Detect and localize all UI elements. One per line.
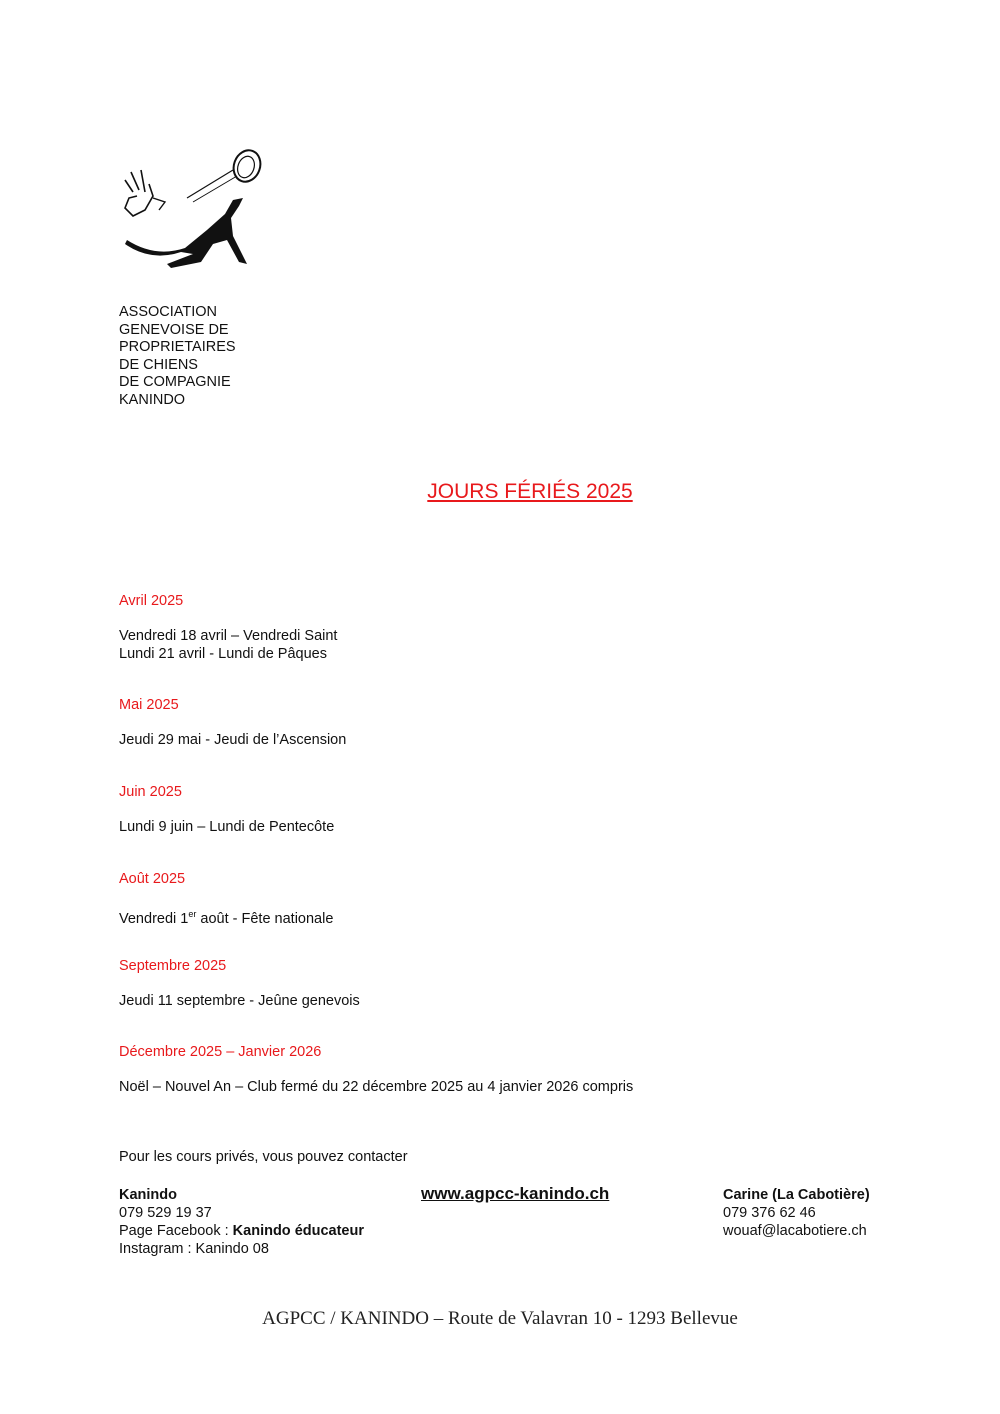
facebook-label: Page Facebook :: [119, 1223, 233, 1239]
holiday-entry: Jeudi 29 mai - Jeudi de l’Ascension: [119, 732, 347, 748]
association-line: PROPRIETAIRES: [119, 339, 236, 355]
dog-frisbee-logo: [115, 140, 275, 275]
holiday-entry-superscript: er: [188, 909, 197, 919]
section-septembre: [119, 957, 360, 1010]
section-decembre: [119, 1043, 633, 1096]
holiday-entry: Jeudi 11 septembre - Jeûne genevois: [119, 993, 360, 1009]
holiday-entry: [119, 905, 333, 928]
section-juin: [119, 783, 334, 836]
contact-email[interactable]: wouaf@lacabotiere.ch: [723, 1223, 867, 1239]
association-name: [119, 304, 236, 409]
month-heading: Mai 2025: [119, 697, 179, 713]
month-heading: Septembre 2025: [119, 958, 227, 974]
facebook-link[interactable]: Kanindo éducateur: [232, 1223, 364, 1239]
holiday-entry: Lundi 21 avril - Lundi de Pâques: [119, 646, 327, 662]
association-line: DE COMPAGNIE: [119, 374, 231, 390]
association-line: GENEVOISE DE: [119, 321, 229, 338]
holiday-entry: Noël – Nouvel An – Club fermé du 22 décembre 2025 au 4 janvier 2026 compris: [119, 1079, 634, 1095]
footer-address: AGPCC / KANINDO – Route de Valavran 10 - 1293 Bellevue: [262, 1308, 738, 1329]
contact-phone: 079 529 19 37: [119, 1205, 212, 1221]
month-heading: Août 2025: [119, 871, 186, 887]
section-aout: [119, 870, 333, 928]
website-link[interactable]: www.agpcc-kanindo.ch: [421, 1184, 610, 1203]
section-mai: [119, 696, 346, 749]
contact-name: Carine (La Cabotière): [723, 1187, 870, 1203]
association-line: DE CHIENS: [119, 356, 198, 373]
association-line: KANINDO: [119, 391, 186, 408]
holiday-entry-prefix: Vendredi 1: [119, 910, 189, 927]
holiday-entry: Lundi 9 juin – Lundi de Pentecôte: [119, 819, 335, 835]
association-line: ASSOCIATION: [119, 304, 218, 320]
contact-intro: Pour les cours privés, vous pouvez contacter: [119, 1149, 408, 1165]
contact-instagram: Instagram : Kanindo 08: [119, 1241, 269, 1257]
page-title: JOURS FÉRIÉS 2025: [427, 480, 633, 503]
contact-carine: [723, 1186, 870, 1240]
contact-name: Kanindo: [119, 1187, 177, 1203]
month-heading: Décembre 2025 – Janvier 2026: [119, 1044, 322, 1060]
contact-kanindo: [119, 1186, 364, 1258]
section-avril: [119, 592, 337, 663]
month-heading: Avril 2025: [119, 593, 184, 609]
contact-facebook: [119, 1222, 364, 1240]
holiday-entry-suffix: août - Fête nationale: [196, 910, 334, 927]
month-heading: Juin 2025: [119, 784, 182, 800]
contact-phone: 079 376 62 46: [723, 1205, 816, 1221]
holiday-entry: Vendredi 18 avril – Vendredi Saint: [119, 628, 338, 644]
